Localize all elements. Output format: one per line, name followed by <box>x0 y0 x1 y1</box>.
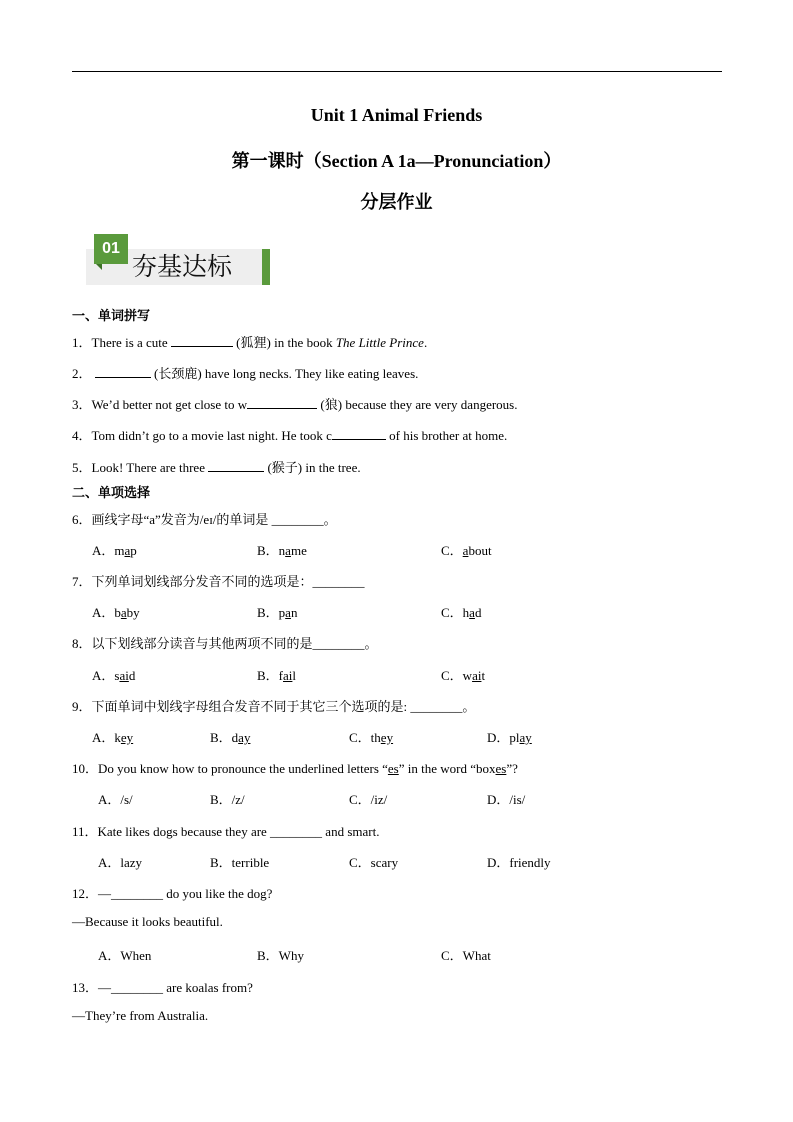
option-b[interactable]: B．day <box>210 730 251 745</box>
question-text: (狐狸) in the book <box>232 335 336 350</box>
question-1 <box>72 332 427 351</box>
option-b[interactable]: B．pan <box>257 605 298 620</box>
question-number: 4． <box>72 428 92 443</box>
option-c[interactable]: C．wait <box>441 668 486 683</box>
question-8: 8．以下划线部分读音与其他两项不同的是________。 <box>72 636 378 651</box>
question-number: 5． <box>72 460 92 475</box>
question-4 <box>72 425 507 444</box>
question-10: 10．Do you know how to pronounce the underlined letters “es” in the word “boxes”? <box>72 761 518 776</box>
badge-label: 夯基达标 <box>132 252 233 281</box>
homework-subtitle: 分层作业 <box>360 192 433 212</box>
lesson-subtitle: 第一课时（Section A 1a—Pronunciation） <box>231 151 562 171</box>
badge-number: 01 <box>94 234 128 264</box>
answer-blank[interactable] <box>208 459 264 472</box>
option-b[interactable]: B．fail <box>257 668 297 683</box>
question-number: 1． <box>72 335 92 350</box>
option-a[interactable]: A．/s/ <box>98 792 133 807</box>
option-c[interactable]: C．they <box>349 730 394 745</box>
option-c[interactable]: C．had <box>441 605 482 620</box>
question-number: 2． <box>72 366 92 381</box>
option-d[interactable]: D．/is/ <box>487 792 526 807</box>
book-title: The Little Prince <box>335 335 424 350</box>
option-c[interactable]: C．/iz/ <box>349 792 388 807</box>
option-d[interactable]: D．friendly <box>487 855 551 870</box>
option-b[interactable]: B．name <box>257 543 307 558</box>
question-text: There is a cute <box>91 335 171 350</box>
option-a[interactable]: A．said <box>92 668 136 683</box>
badge-fold <box>96 264 102 270</box>
option-c[interactable]: C．scary <box>349 855 399 870</box>
question-text: (狼) because they are very dangerous. <box>317 397 518 412</box>
question-number: 3． <box>72 397 92 412</box>
option-a[interactable]: A．When <box>98 948 152 963</box>
answer-blank[interactable] <box>95 365 151 378</box>
page-title: Unit 1 Animal Friends <box>310 105 483 125</box>
section-heading-spelling: 一、单词拼写 <box>72 309 151 324</box>
option-c[interactable]: C．about <box>441 543 492 558</box>
level-badge <box>86 234 272 286</box>
option-d[interactable]: D．play <box>487 730 532 745</box>
question-13-answer: —They’re from Australia. <box>72 1008 209 1023</box>
question-2 <box>72 363 418 382</box>
question-text: Tom didn’t go to a movie last night. He took c <box>91 428 332 443</box>
question-text: (长颈鹿) have long necks. They like eating leaves. <box>150 366 419 381</box>
question-12: 12．—________ do you like the dog? <box>72 886 273 901</box>
question-7: 7．下列单词划线部分发音不同的选项是：________ <box>72 574 365 589</box>
answer-blank[interactable] <box>332 427 386 440</box>
option-c[interactable]: C．What <box>441 948 491 963</box>
answer-blank[interactable] <box>247 396 317 409</box>
top-rule <box>72 71 722 72</box>
question-12-answer: —Because it looks beautiful. <box>72 914 223 929</box>
option-b[interactable]: B．/z/ <box>210 792 245 807</box>
question-13: 13．—________ are koalas from? <box>72 980 253 995</box>
question-text: of his brother at home. <box>385 428 508 443</box>
question-text: Look! There are three <box>91 460 209 475</box>
section-heading-choice: 二、单项选择 <box>72 486 151 501</box>
option-b[interactable]: B．terrible <box>210 855 270 870</box>
question-3 <box>72 394 517 413</box>
question-6: 6．画线字母“a”发音为/eɪ/的单词是 ________。 <box>72 512 337 527</box>
option-a[interactable]: A．lazy <box>98 855 143 870</box>
question-9: 9．下面单词中划线字母组合发音不同于其它三个选项的是: ________。 <box>72 699 476 714</box>
question-11: 11．Kate likes dogs because they are ________ and smart. <box>72 824 380 839</box>
badge-accent-bar <box>262 249 270 285</box>
answer-blank[interactable] <box>171 334 233 347</box>
question-text: (猴子) in the tree. <box>264 460 361 475</box>
question-5 <box>72 457 361 476</box>
question-text: We’d better not get close to w <box>91 397 248 412</box>
option-a[interactable]: A．map <box>92 543 137 558</box>
option-b[interactable]: B．Why <box>257 948 304 963</box>
option-a[interactable]: A．key <box>92 730 134 745</box>
option-a[interactable]: A．baby <box>92 605 140 620</box>
question-text: . <box>423 335 428 350</box>
